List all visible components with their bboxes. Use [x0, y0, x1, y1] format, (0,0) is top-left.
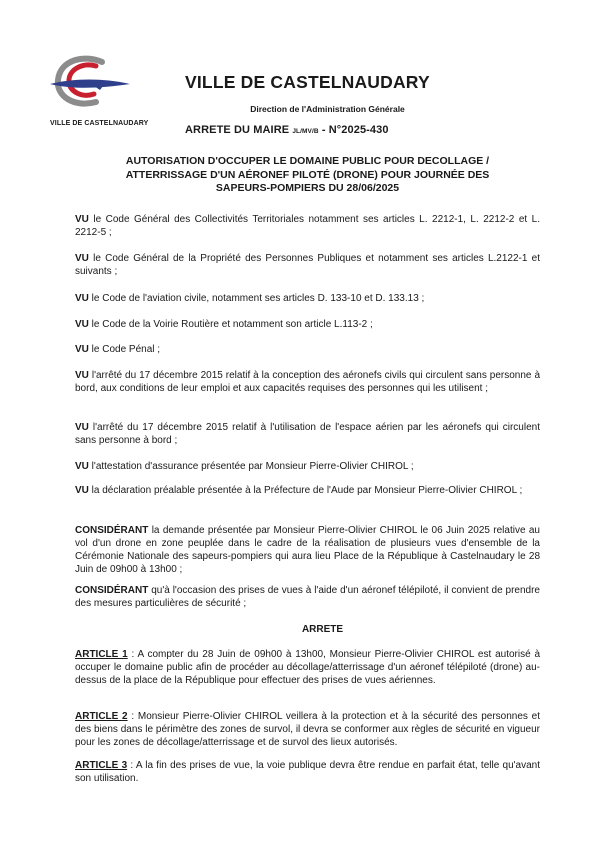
considerant-text: qu'à l'occasion des prises de vues à l'aide d'un aéronef télépiloté, il convient de prendre des mesures particulières de sécurité ;: [75, 585, 540, 609]
article-3: [75, 759, 540, 785]
considerant-lead: CONSIDÉRANT: [75, 585, 149, 596]
visa-lead: VU: [75, 422, 89, 433]
visa-lead: VU: [75, 461, 89, 472]
visa-5: [75, 343, 540, 356]
article-label: ARTICLE 2: [75, 711, 128, 722]
article-text: : A la fin des prises de vue, la voie publique devra être rendue en parfait état, telle qu'avant son utilisation.: [75, 760, 541, 784]
visa-1: [75, 213, 540, 239]
decree-title: [95, 155, 520, 196]
article-1: [75, 648, 540, 687]
article-label: ARTICLE 1: [75, 649, 128, 660]
direction-line: Direction de l'Administration Générale: [250, 104, 405, 114]
visa-lead: VU: [75, 293, 89, 304]
considerant-text: la demande présentée par Monsieur Pierre-Olivier CHIROL le 06 Juin 2025 relative au vol d'un drone en zone peuplée dans le cadre de la réalisation de plusieurs vues d'ensemble de la Cérémonie Nationale des sapeurs-pompiers qui aura lieu Place de la République à Castelnaudary le 28 Juin de 09h00 à 13h00 ;: [75, 525, 540, 575]
visa-lead: VU: [75, 370, 89, 381]
arrete-reference: [185, 124, 389, 136]
city-name: VILLE DE CASTELNAUDARY: [185, 72, 430, 92]
visa-4: [75, 318, 540, 331]
arrete-prefix: ARRETE DU MAIRE: [185, 124, 293, 136]
considerant-1: [75, 524, 540, 576]
visa-lead: VU: [75, 214, 89, 225]
article-text: : Monsieur Pierre-Olivier CHIROL veillera à la protection et à la sécurité des personnes et des biens dans le périmètre des zones de survol, il devra se conformer aux règles de sécurité en vigueur pour les zones de décollage/atterrissage et de survol des lieux autorisés.: [75, 711, 540, 748]
visa-lead: VU: [75, 344, 89, 355]
visa-2: [75, 252, 540, 278]
visa-text: le Code de la Voirie Routière et notamment son article L.113-2 ;: [88, 319, 373, 330]
visa-9: [75, 484, 540, 497]
visa-text: le Code Pénal ;: [88, 344, 161, 355]
arrete-heading: ARRETE: [301, 624, 344, 635]
visa-lead: VU: [75, 485, 89, 496]
considerant-lead: CONSIDÉRANT: [75, 525, 149, 536]
visa-3: [75, 292, 540, 305]
visa-text: le Code Général des Collectivités Territoriales notamment ses articles L. 2212-1, L. 2212-2 et L. 2212-5 ;: [75, 214, 540, 238]
visa-text: le Code de l'aviation civile, notamment ses articles D. 133-10 et D. 133.13 ;: [88, 293, 425, 304]
visa-6: [75, 369, 540, 395]
visa-text: l'arrêté du 17 décembre 2015 relatif à l'utilisation de l'espace aérien par les aéronefs qui circulent sans personne à bord ;: [75, 422, 540, 446]
title-line-2: ATTERRISSAGE D'UN AÉRONEF PILOTÉ (DRONE) POUR JOURNÉE DES: [125, 168, 490, 181]
article-2: [75, 710, 540, 749]
visa-text: l'arrêté du 17 décembre 2015 relatif à la conception des aéronefs civils qui circulent sans personne à bord, aux conditions de leur emploi et aux capacités requises des personnes qui les utilisent ;: [75, 370, 540, 394]
title-line-3: SAPEURS-POMPIERS DU 28/06/2025: [215, 182, 400, 194]
title-line-1: AUTORISATION D'OCCUPER LE DOMAINE PUBLIC POUR DECOLLAGE /: [125, 155, 490, 167]
arrete-number: - N°2025-430: [318, 124, 389, 136]
visa-text: l'attestation d'assurance présentée par Monsieur Pierre-Olivier CHIROL ;: [88, 461, 414, 472]
article-text: : A compter du 28 Juin de 09h00 à 13h00, Monsieur Pierre-Olivier CHIROL est autorisé à occuper le domaine public afin de procéder au décollage/atterrissage d'un aéronef télépiloté (drone) au-dessus de la place de la République pour effectuer des prises de vues aériennes.: [75, 649, 541, 686]
visa-lead: VU: [75, 319, 89, 330]
visa-text: le Code Général de la Propriété des Personnes Publiques et notamment ses articles L.2122-1 et suivants ;: [75, 253, 540, 277]
visa-7: [75, 421, 540, 447]
arrete-initials: JL/MV/B: [292, 128, 319, 135]
visa-8: [75, 460, 540, 473]
considerant-2: [75, 584, 540, 610]
visa-lead: VU: [75, 253, 89, 264]
article-label: ARTICLE 3: [75, 760, 128, 771]
visa-text: la déclaration préalable présentée à la Préfecture de l'Aude par Monsieur Pierre-Olivier CHIROL ;: [88, 485, 523, 496]
logo-caption: VILLE DE CASTELNAUDARY: [50, 120, 149, 127]
